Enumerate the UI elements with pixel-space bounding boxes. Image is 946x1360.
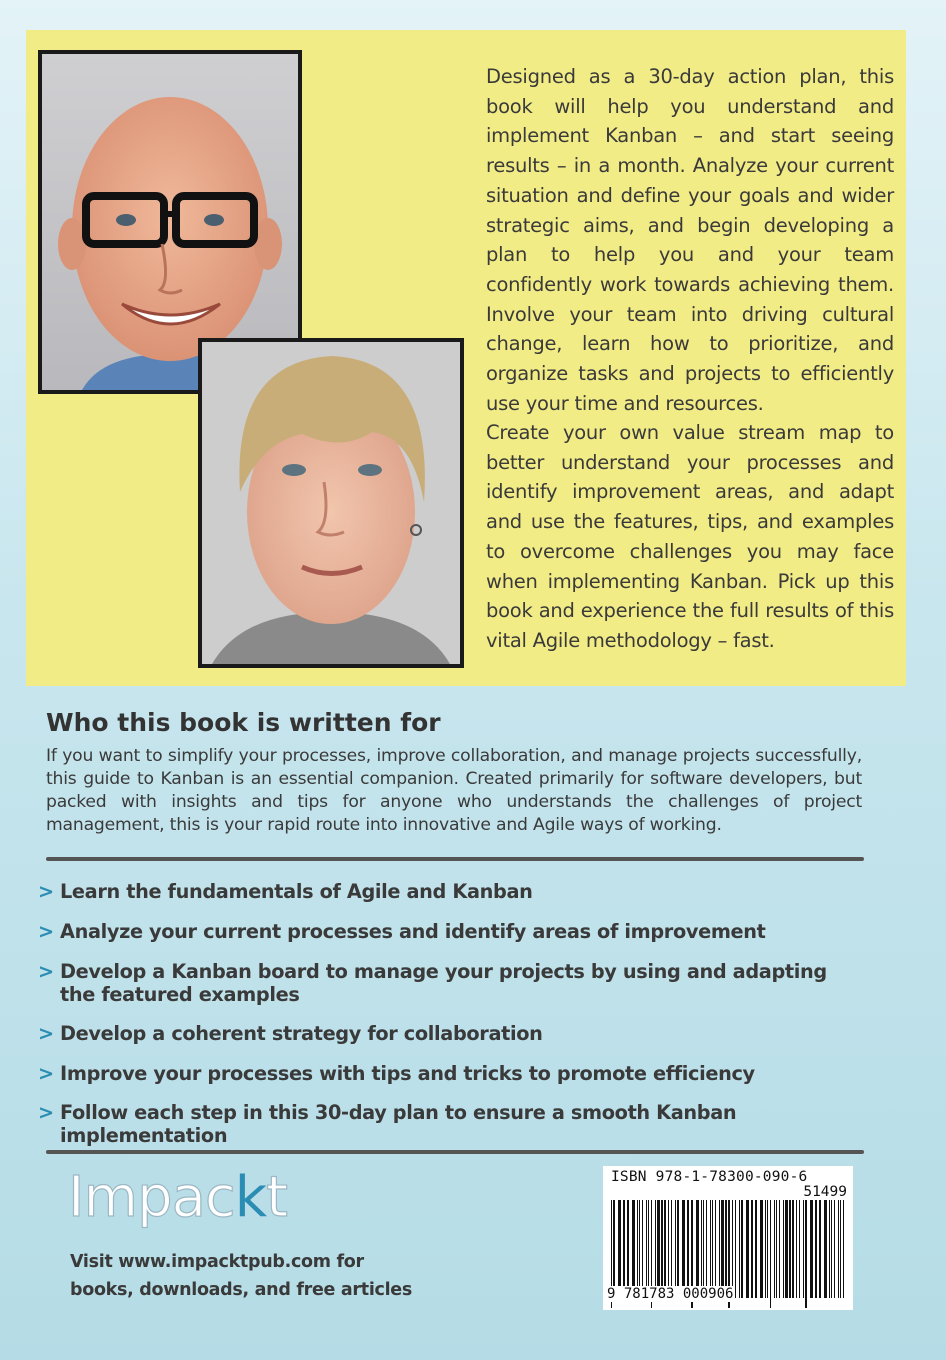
barcode-bar — [751, 1200, 753, 1298]
barcode-bar — [760, 1200, 763, 1298]
bullet-text: Improve your processes with tips and tricks to promote efficiency — [60, 1062, 755, 1085]
barcode-bar — [792, 1200, 794, 1298]
barcode-bar — [732, 1200, 733, 1298]
isbn-label: ISBN 978-1-78300-090-6 — [611, 1169, 808, 1185]
blurb-paragraph-1: Designed as a 30-day action plan, this book will help you understand and implement Kanban – and start seeing results – in a month. Analyze your current situation and define your goals and wider strategic aims, and begin developing a plan to help you and your team confidently work towards achieving them. Involve your team into driving cultural change, learn how to prioritize, and organize tasks and projects to efficiently use your time and resources. — [486, 65, 894, 415]
price-code: 51499 — [803, 1184, 847, 1200]
barcode-bar — [687, 1200, 689, 1298]
barcode-bar — [664, 1200, 666, 1298]
publisher-logo — [68, 1165, 287, 1230]
barcode-bar — [824, 1200, 827, 1298]
author-photo-2-image — [202, 342, 460, 664]
barcode-bar — [639, 1200, 640, 1298]
barcode-bar — [735, 1200, 736, 1298]
bullet-item — [38, 1062, 858, 1085]
chevron-right-icon: > — [38, 880, 54, 903]
barcode-bar — [682, 1200, 685, 1298]
audience-text: If you want to simplify your processes, improve collaboration, and manage projects successfully, this guide to Kanban is an essential companion. Created primarily for software developers, but packed with insights and tips for anyone who understands the challenges of project management, this is your rapid route into innovative and Agile ways of working. — [46, 746, 862, 835]
barcode-bar — [618, 1200, 621, 1298]
barcode-bar — [613, 1200, 615, 1298]
barcode-bar — [710, 1200, 711, 1298]
barcode-bar — [721, 1200, 724, 1298]
logo-text-2: t — [266, 1165, 288, 1230]
barcode-bar — [642, 1200, 643, 1298]
barcode-bar — [715, 1200, 716, 1298]
chevron-right-icon: > — [38, 1062, 54, 1085]
bullet-text: Develop a coherent strategy for collaboration — [60, 1022, 543, 1045]
barcode-bar — [671, 1200, 672, 1298]
author-photo-2 — [198, 338, 464, 668]
barcode-bar — [815, 1200, 817, 1298]
logo-text-1: Impac — [68, 1165, 235, 1230]
visit-website-text: Visit www.impacktpub.com for books, downloads, and free articles — [70, 1252, 412, 1300]
barcode-bar — [819, 1200, 821, 1298]
barcode-bar — [661, 1200, 663, 1298]
barcode-bar — [843, 1200, 844, 1298]
barcode-bar — [675, 1200, 676, 1298]
barcode-bar — [810, 1200, 813, 1298]
barcode-bar — [712, 1200, 713, 1298]
divider-top — [46, 857, 864, 861]
blurb-paragraph-2: Create your own value stream map to better understand your processes and identify improvement areas, and adapt and use the features, tips, and examples to overcome challenges you may face when implementing Kanban. Pick up this book and experience the full results of this vital Agile methodology – fast. — [486, 421, 894, 652]
barcode-bar — [840, 1200, 841, 1298]
barcode — [603, 1166, 853, 1310]
barcode-bar — [632, 1200, 635, 1298]
barcode-bar — [739, 1200, 740, 1298]
bullet-item — [38, 1022, 858, 1045]
bullet-text: Develop a Kanban board to manage your projects by using and adapting the featured examples — [60, 960, 827, 1006]
divider-bottom — [46, 1150, 864, 1154]
bullet-item — [38, 1101, 858, 1147]
barcode-bar — [657, 1200, 660, 1298]
bullet-item — [38, 960, 828, 1006]
bullet-text: Follow each step in this 30-day plan to ensure a smooth Kanban implementation — [60, 1101, 737, 1147]
chevron-right-icon: > — [38, 920, 54, 943]
bullet-item — [38, 920, 858, 943]
barcode-bar — [834, 1200, 835, 1298]
barcode-bar — [668, 1200, 669, 1298]
chevron-right-icon: > — [38, 960, 54, 983]
ean-digits — [605, 1286, 851, 1302]
barcode-bar — [677, 1200, 679, 1298]
barcode-bar — [774, 1200, 775, 1298]
barcode-bar — [627, 1200, 629, 1298]
bullet-item — [38, 880, 858, 903]
bullet-text: Analyze your current processes and identify areas of improvement — [60, 920, 766, 943]
barcode-bar — [725, 1200, 727, 1298]
barcode-bar — [776, 1200, 777, 1298]
barcode-bar — [789, 1200, 791, 1298]
chevron-right-icon: > — [38, 1022, 54, 1045]
barcode-bar — [831, 1200, 832, 1298]
barcode-bar — [655, 1200, 656, 1298]
barcode-bar — [637, 1200, 638, 1298]
barcode-bar — [796, 1200, 797, 1298]
barcode-bar — [765, 1200, 766, 1298]
barcode-bar — [767, 1200, 768, 1298]
barcode-bar — [701, 1200, 702, 1298]
barcode-bar — [755, 1200, 757, 1298]
barcode-bar — [779, 1200, 780, 1298]
barcode-bar — [696, 1200, 699, 1298]
barcode-bar — [646, 1200, 647, 1298]
audience-heading: Who this book is written for — [46, 708, 441, 737]
barcode-bar — [648, 1200, 649, 1298]
barcode-bar — [783, 1200, 784, 1298]
barcode-bar — [719, 1200, 720, 1298]
bullet-text: Learn the fundamentals of Agile and Kanban — [60, 880, 533, 903]
barcode-bar — [785, 1200, 788, 1298]
barcode-bar — [829, 1200, 830, 1298]
barcode-bar — [741, 1200, 743, 1298]
barcode-bar — [746, 1200, 749, 1298]
barcode-bar — [799, 1200, 800, 1298]
barcode-bar — [703, 1200, 704, 1298]
barcode-bar — [838, 1200, 839, 1298]
barcode-bar — [803, 1200, 804, 1298]
barcode-bar — [706, 1200, 707, 1298]
ean-digits-text: 9 781783 000906 — [607, 1286, 734, 1302]
logo-accent-k: k — [234, 1165, 267, 1230]
barcode-bar — [623, 1200, 625, 1298]
chevron-right-icon: > — [38, 1101, 54, 1124]
